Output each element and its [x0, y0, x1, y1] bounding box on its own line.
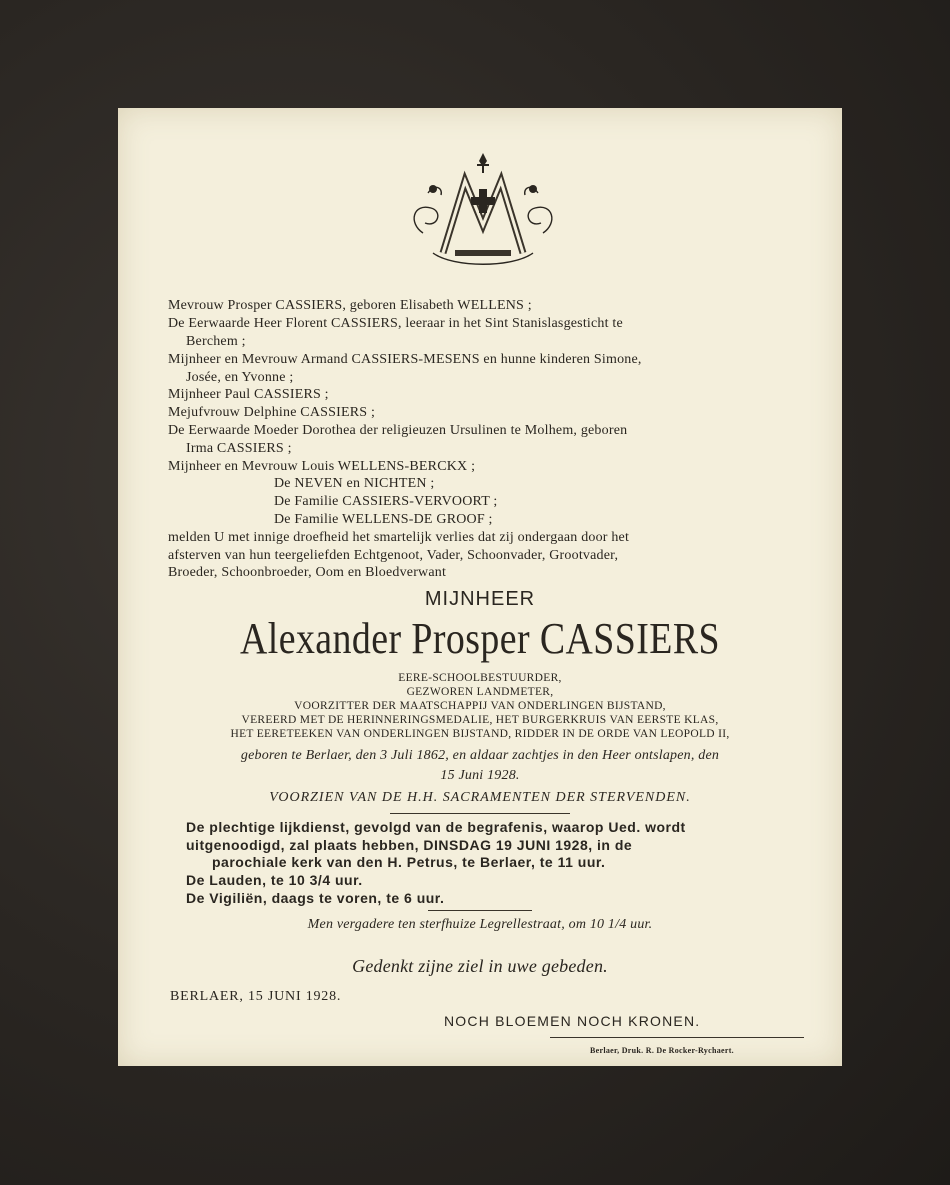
- birth-death-line-1: geboren te Berlaer, den 3 Juli 1862, en aldaar zachtjes in den Heer ontslapen, den: [240, 748, 720, 763]
- announcement-line-3: Broeder, Schoonbroeder, Oom en Bloedverwant: [168, 565, 447, 580]
- family-line-1: Mevrouw Prosper CASSIERS, geboren Elisabeth WELLENS ;: [168, 298, 532, 313]
- service-line-1: De plechtige lijkdienst, gevolgd van de begrafenis, waarop Ued. wordt: [186, 819, 686, 835]
- family-line-5: Josée, en Yvonne ;: [186, 370, 294, 385]
- title-line-1: EERE-SCHOOLBESTUURDER,: [398, 672, 562, 684]
- service-line-3: parochiale kerk van den H. Petrus, te Berlaer, te 11 uur.: [212, 854, 606, 870]
- title-line-3: VOORZITTER DER MAATSCHAPPIJ VAN ONDERLINGEN BIJSTAND,: [294, 700, 666, 712]
- service-line-4: De Lauden, te 10 3/4 uur.: [186, 872, 363, 888]
- family-line-11: De NEVEN en NICHTEN ;: [274, 476, 435, 491]
- family-line-6: Mijnheer Paul CASSIERS ;: [168, 387, 329, 402]
- deceased-name: Alexander Prosper CASSIERS: [240, 614, 720, 663]
- family-line-7: Mejufvrouw Delphine CASSIERS ;: [168, 405, 376, 420]
- title-line-5: HET EERETEEKEN VAN ONDERLINGEN BIJSTAND, RIDDER IN DE ORDE VAN LEOPOLD II,: [230, 728, 730, 740]
- printer-credit: Berlaer, Druk. R. De Rocker-Rychaert.: [590, 1046, 734, 1055]
- family-line-2: De Eerwaarde Heer Florent CASSIERS, leeraar in het Sint Stanislasgesticht te: [168, 316, 623, 331]
- family-line-12: De Familie CASSIERS-VERVOORT ;: [274, 494, 498, 509]
- place-date: BERLAER, 15 JUNI 1928.: [170, 989, 342, 1004]
- birth-death-line-2: 15 Juni 1928.: [440, 768, 520, 783]
- family-line-3: Berchem ;: [186, 334, 246, 349]
- family-line-4: Mijnheer en Mevrouw Armand CASSIERS-MESENS en hunne kinderen Simone,: [168, 352, 642, 367]
- printer-rule: [550, 1037, 804, 1038]
- title-line-2: GEZWOREN LANDMETER,: [406, 686, 554, 698]
- announcement-line-2: afsterven van hun teergeliefden Echtgenoot, Vader, Schoonvader, Grootvader,: [168, 548, 619, 563]
- announcement-line-1: melden U met innige droefheid het smartelijk verlies dat zij ondergaan door het: [168, 530, 630, 545]
- death-notice-card: [118, 108, 842, 1066]
- family-line-8: De Eerwaarde Moeder Dorothea der religieuzen Ursulinen te Molhem, geboren: [168, 423, 628, 438]
- honorific-title: MIJNHEER: [424, 588, 536, 610]
- meeting-notice: Men vergadere ten sterfhuize Legrellestraat, om 10 1/4 uur.: [307, 917, 653, 932]
- service-line-2: uitgenoodigd, zal plaats hebben, DINSDAG 19 JUNI 1928, in de: [186, 837, 633, 853]
- marian-monogram-emblem: [403, 153, 563, 273]
- family-line-10: Mijnheer en Mevrouw Louis WELLENS-BERCKX ;: [168, 459, 476, 474]
- title-line-4: VEREERD MET DE HERINNERINGSMEDALIE, HET BURGERKRUIS VAN EERSTE KLAS,: [241, 714, 719, 726]
- service-line-5: De Vigiliën, daags te voren, te 6 uur.: [186, 890, 445, 906]
- family-line-9: Irma CASSIERS ;: [186, 441, 292, 456]
- family-line-13: De Familie WELLENS-DE GROOF ;: [274, 512, 493, 527]
- no-flowers-notice: NOCH BLOEMEN NOCH KRONEN.: [444, 1013, 701, 1029]
- divider-rule-2: [428, 910, 532, 911]
- prayer-line: Gedenkt zijne ziel in uwe gebeden.: [352, 956, 608, 976]
- divider-rule: [390, 813, 570, 814]
- sacraments-line: VOORZIEN VAN DE H.H. SACRAMENTEN DER STERVENDEN.: [269, 790, 691, 805]
